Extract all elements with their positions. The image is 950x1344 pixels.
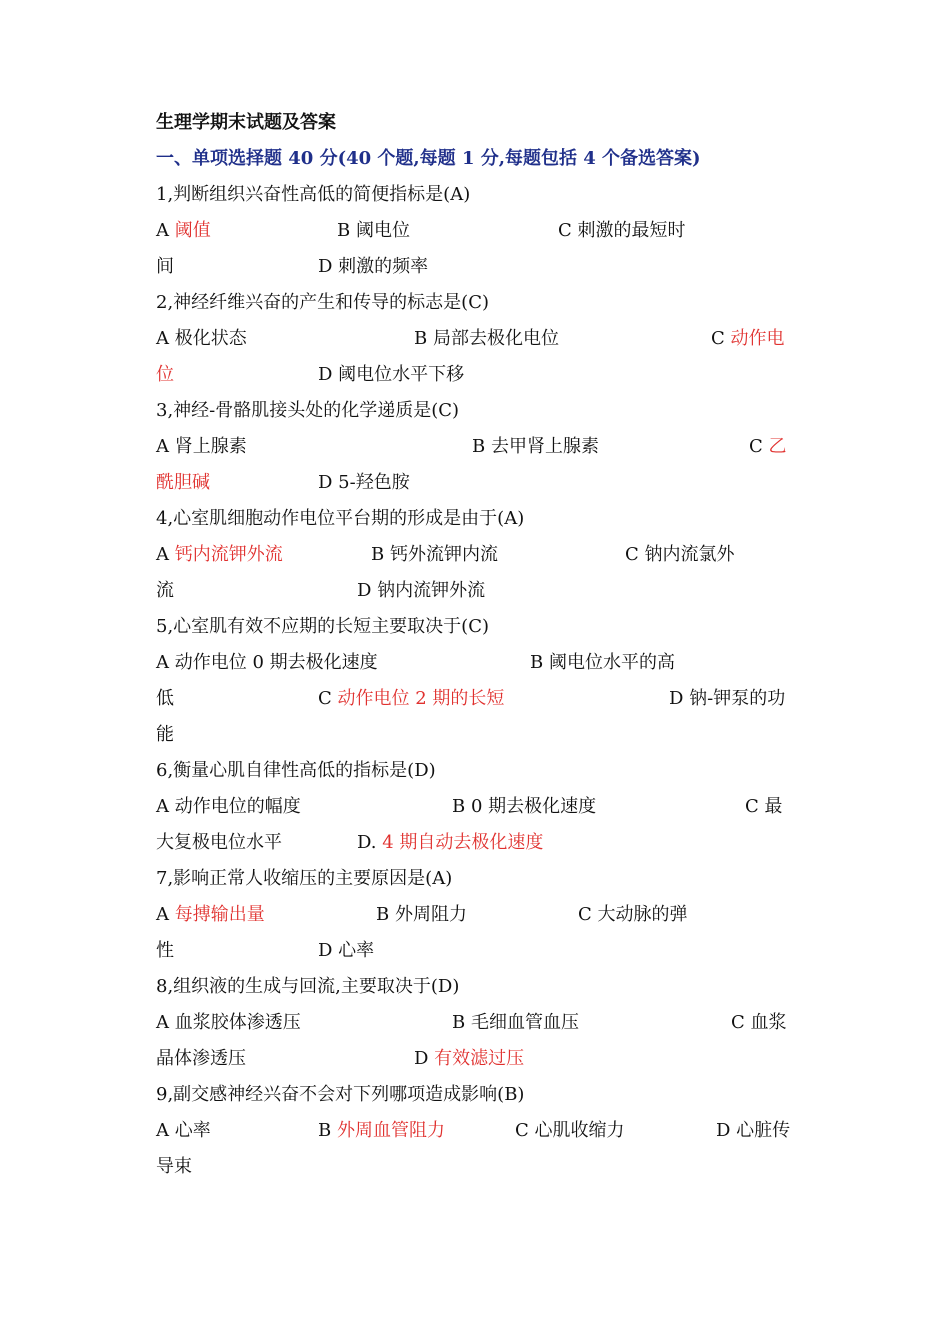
option-q8-r1-0 bbox=[156, 1011, 301, 1035]
option-q1-r1-2 bbox=[558, 219, 686, 243]
option-q1-r1-1 bbox=[337, 219, 410, 243]
option-q9-r1-0 bbox=[156, 1119, 211, 1143]
option-letter: D. bbox=[357, 832, 383, 853]
option-letter: B bbox=[530, 652, 549, 673]
option-q4-r2-0 bbox=[156, 579, 174, 603]
section-heading: 一、单项选择题 40 分(40 个题,每题 1 分,每题包括 4 个备选答案) bbox=[156, 148, 701, 169]
option-text: 5-羟色胺 bbox=[338, 472, 410, 493]
option-text: 动作电位的幅度 bbox=[174, 796, 301, 817]
option-text: 每搏输出量 bbox=[174, 904, 265, 925]
option-text: 动作电 bbox=[730, 328, 785, 349]
option-text: 心率 bbox=[338, 940, 375, 961]
option-letter: D bbox=[318, 364, 339, 385]
option-letter: A bbox=[156, 328, 175, 349]
question-6: 6,衡量心肌自律性高低的指标是(D) bbox=[156, 760, 436, 781]
option-letter: B bbox=[452, 1012, 471, 1033]
option-letter: A bbox=[156, 796, 175, 817]
option-q2-r1-0 bbox=[156, 327, 247, 351]
option-q6-r1-1 bbox=[452, 795, 596, 819]
option-letter: D bbox=[414, 1048, 435, 1069]
option-text: 刺激的最短时 bbox=[577, 220, 686, 241]
option-text: 钠内流氯外 bbox=[644, 544, 735, 565]
option-text: 阈电位水平的高 bbox=[548, 652, 675, 673]
option-q1-r1-0 bbox=[156, 219, 211, 243]
option-text: 乙 bbox=[768, 436, 787, 457]
option-letter: C bbox=[745, 796, 765, 817]
option-q7-r2-0 bbox=[156, 939, 174, 963]
option-q2-r1-1 bbox=[414, 327, 559, 351]
option-letter: B bbox=[318, 1120, 337, 1141]
option-letter: C bbox=[731, 1012, 751, 1033]
option-letter: B bbox=[452, 796, 471, 817]
question-9: 9,副交感神经兴奋不会对下列哪项造成影响(B) bbox=[156, 1084, 525, 1105]
option-text: 阈电位 bbox=[355, 220, 410, 241]
option-text: 钠-钾泵的功 bbox=[689, 688, 786, 709]
option-text: 低 bbox=[156, 688, 174, 709]
option-text: 心脏传 bbox=[736, 1120, 791, 1141]
option-q9-r2-0 bbox=[156, 1155, 192, 1179]
option-text: 酰胆碱 bbox=[156, 472, 210, 493]
option-text: 毛细血管血压 bbox=[470, 1012, 579, 1033]
question-2: 2,神经纤维兴奋的产生和传导的标志是(C) bbox=[156, 292, 489, 313]
question-3: 3,神经-骨骼肌接头处的化学递质是(C) bbox=[156, 400, 460, 421]
option-text: 位 bbox=[156, 364, 174, 385]
document-title: 生理学期末试题及答案 bbox=[156, 112, 336, 133]
option-text: 间 bbox=[156, 256, 174, 277]
option-letter: D bbox=[318, 472, 339, 493]
option-text: 心率 bbox=[174, 1120, 211, 1141]
option-q5-r2-0 bbox=[156, 687, 174, 711]
option-q4-r1-2 bbox=[625, 543, 735, 567]
question-8: 8,组织液的生成与回流,主要取决于(D) bbox=[156, 976, 460, 997]
option-letter: A bbox=[156, 652, 175, 673]
option-letter: D bbox=[318, 940, 339, 961]
option-q2-r2-1 bbox=[318, 363, 464, 387]
option-letter: C bbox=[749, 436, 769, 457]
option-letter: B bbox=[472, 436, 491, 457]
option-text: 阈值 bbox=[174, 220, 211, 241]
option-text: 0 期去极化速度 bbox=[470, 796, 597, 817]
option-text: 心肌收缩力 bbox=[534, 1120, 625, 1141]
option-text: 钙内流钾外流 bbox=[174, 544, 283, 565]
option-text: 最 bbox=[764, 796, 783, 817]
option-text: 大复极电位水平 bbox=[156, 832, 282, 853]
option-text: 外周血管阻力 bbox=[336, 1120, 445, 1141]
option-text: 导束 bbox=[156, 1156, 192, 1177]
option-q5-r3: 能 bbox=[156, 724, 174, 745]
option-q4-r1-0 bbox=[156, 543, 283, 567]
option-q5-r1-1 bbox=[530, 651, 675, 675]
option-text: 大动脉的弹 bbox=[597, 904, 688, 925]
option-letter: D bbox=[716, 1120, 737, 1141]
option-q4-r1-1 bbox=[371, 543, 498, 567]
option-q7-r1-2 bbox=[578, 903, 688, 927]
question-4: 4,心室肌细胞动作电位平台期的形成是由于(A) bbox=[156, 508, 525, 529]
option-q7-r1-0 bbox=[156, 903, 265, 927]
option-letter: B bbox=[371, 544, 390, 565]
option-q8-r2-0 bbox=[156, 1047, 246, 1071]
option-text: 阈电位水平下移 bbox=[338, 364, 465, 385]
question-5: 5,心室肌有效不应期的长短主要取决于(C) bbox=[156, 616, 489, 637]
option-text: 钙外流钾内流 bbox=[389, 544, 498, 565]
option-letter: A bbox=[156, 1120, 175, 1141]
option-q8-r1-1 bbox=[452, 1011, 579, 1035]
option-letter: C bbox=[625, 544, 645, 565]
option-q6-r1-2 bbox=[745, 795, 783, 819]
option-text: 局部去极化电位 bbox=[432, 328, 559, 349]
option-q3-r2-0 bbox=[156, 471, 210, 495]
option-letter: A bbox=[156, 904, 175, 925]
option-q9-r1-3 bbox=[716, 1119, 790, 1143]
option-letter: A bbox=[156, 436, 175, 457]
option-text: 肾上腺素 bbox=[174, 436, 247, 457]
option-text: 去甲肾上腺素 bbox=[490, 436, 599, 457]
option-text: 流 bbox=[156, 580, 174, 601]
option-letter: D bbox=[318, 256, 339, 277]
option-q5-r2-2 bbox=[669, 687, 785, 711]
option-text: 性 bbox=[156, 940, 174, 961]
option-letter: A bbox=[156, 220, 175, 241]
option-q2-r2-0 bbox=[156, 363, 174, 387]
option-text: 晶体渗透压 bbox=[156, 1048, 246, 1069]
option-text: 动作电位 0 期去极化速度 bbox=[174, 652, 378, 673]
option-q3-r1-2 bbox=[749, 435, 787, 459]
option-letter: C bbox=[711, 328, 731, 349]
option-q6-r1-0 bbox=[156, 795, 301, 819]
option-letter: C bbox=[515, 1120, 535, 1141]
option-letter: B bbox=[414, 328, 433, 349]
option-text: 动作电位 2 期的长短 bbox=[337, 688, 505, 709]
option-text: 血浆胶体渗透压 bbox=[174, 1012, 301, 1033]
option-q8-r1-2 bbox=[731, 1011, 787, 1035]
option-text: 钠内流钾外流 bbox=[377, 580, 486, 601]
option-text: 外周阻力 bbox=[394, 904, 467, 925]
option-text: 血浆 bbox=[750, 1012, 787, 1033]
option-text: 极化状态 bbox=[174, 328, 247, 349]
option-text: 刺激的频率 bbox=[338, 256, 429, 277]
option-q2-r1-2 bbox=[711, 327, 785, 351]
option-letter: C bbox=[318, 688, 338, 709]
option-q3-r1-0 bbox=[156, 435, 247, 459]
option-text: 有效滤过压 bbox=[434, 1048, 525, 1069]
option-q9-r1-2 bbox=[515, 1119, 625, 1143]
option-letter: A bbox=[156, 544, 175, 565]
option-q3-r1-1 bbox=[472, 435, 599, 459]
option-q8-r2-1 bbox=[414, 1047, 524, 1071]
option-q6-r2-1 bbox=[357, 831, 543, 855]
option-q5-r1-0 bbox=[156, 651, 378, 675]
option-q6-r2-0 bbox=[156, 831, 282, 855]
option-q5-r2-1 bbox=[318, 687, 504, 711]
question-1: 1,判断组织兴奋性高低的简便指标是(A) bbox=[156, 184, 471, 205]
option-q9-r1-1 bbox=[318, 1119, 445, 1143]
option-q4-r2-1 bbox=[357, 579, 485, 603]
option-letter: A bbox=[156, 1012, 175, 1033]
option-q7-r1-1 bbox=[376, 903, 467, 927]
question-7: 7,影响正常人收缩压的主要原因是(A) bbox=[156, 868, 453, 889]
option-letter: C bbox=[558, 220, 578, 241]
option-letter: B bbox=[376, 904, 395, 925]
option-q7-r2-1 bbox=[318, 939, 374, 963]
option-letter: D bbox=[357, 580, 378, 601]
option-q3-r2-1 bbox=[318, 471, 410, 495]
option-letter: D bbox=[669, 688, 690, 709]
option-letter: B bbox=[337, 220, 356, 241]
option-q1-r2-1 bbox=[318, 255, 428, 279]
option-text: 4 期自动去极化速度 bbox=[382, 832, 544, 853]
option-q1-r2-0 bbox=[156, 255, 174, 279]
option-letter: C bbox=[578, 904, 598, 925]
